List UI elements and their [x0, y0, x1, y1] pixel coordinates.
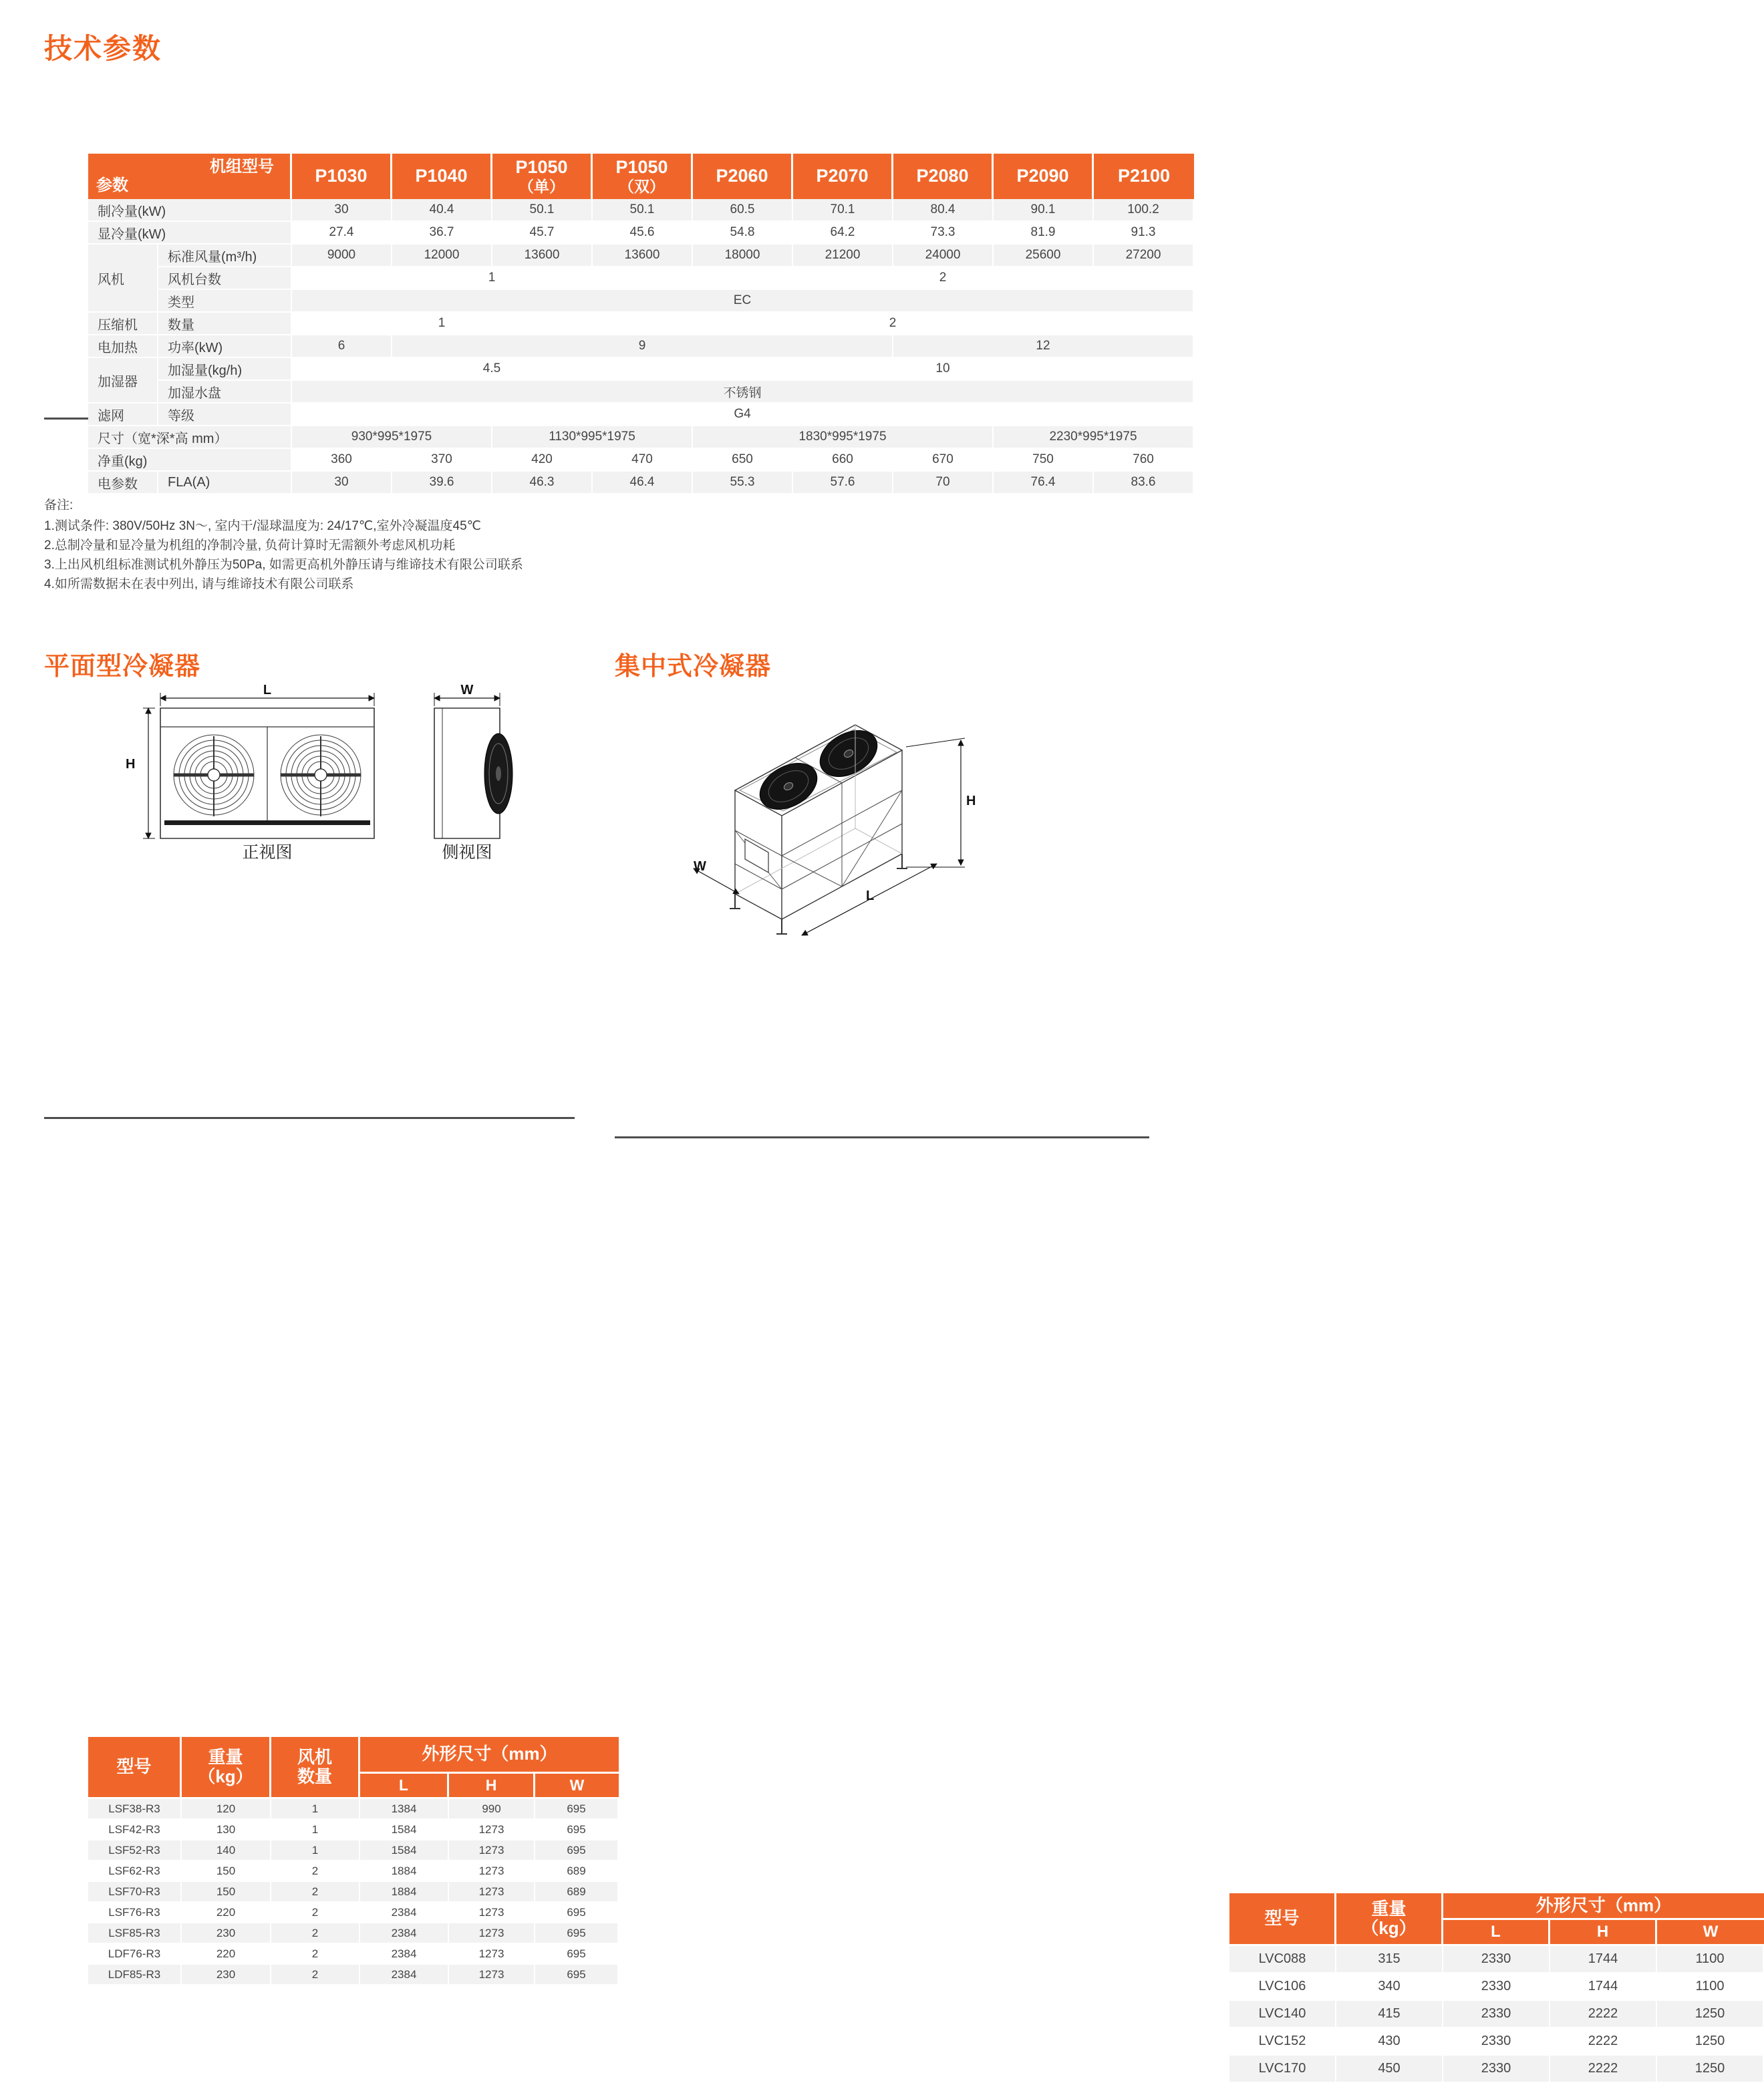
value-cell: EC — [292, 290, 1194, 313]
flat-condenser-drawing — [120, 688, 548, 848]
model-header: P1030 — [292, 154, 392, 199]
W-cell: 1250 — [1657, 2056, 1764, 2083]
value-cell: 27.4 — [292, 222, 392, 245]
param-label: 净重(kg) — [88, 449, 292, 472]
central-dim-W-label: W — [694, 859, 706, 874]
group-label: 压缩机 — [88, 313, 158, 335]
central-condenser-table — [1229, 1893, 1764, 2083]
corner-header-cell — [88, 154, 292, 199]
value-cell: 70.1 — [793, 199, 893, 222]
param-label: 尺寸（宽*深*高 mm） — [88, 426, 292, 449]
W-cell: 1100 — [1657, 1973, 1764, 2001]
group-label: 电参数 — [88, 472, 158, 494]
corner-param-label: 参数 — [96, 176, 128, 195]
model-header: P1050 （单） — [492, 154, 593, 199]
H-cell: 2222 — [1550, 2001, 1657, 2028]
fans-cell: 1 — [271, 1820, 360, 1840]
value-cell: 73.3 — [893, 222, 994, 245]
weight-cell: 150 — [182, 1861, 271, 1882]
model-header: P2080 — [893, 154, 994, 199]
side-view-label: 侧视图 — [442, 843, 492, 862]
value-cell: 21200 — [793, 245, 893, 267]
table-row — [1229, 1973, 1764, 2001]
model-cell: LVC106 — [1229, 1973, 1336, 2001]
H-cell: 1273 — [449, 1923, 535, 1944]
param-label: 加湿量(kg/h) — [158, 358, 292, 381]
H-cell: 1273 — [449, 1840, 535, 1861]
spec-row — [88, 404, 1194, 426]
weight-cell: 450 — [1336, 2056, 1443, 2083]
value-cell: 370 — [392, 449, 492, 472]
W-cell: 695 — [535, 1903, 619, 1923]
table-row — [88, 1923, 619, 1944]
value-cell: 55.3 — [693, 472, 793, 494]
table-row — [1229, 1946, 1764, 1973]
value-cell: 90.1 — [994, 199, 1094, 222]
value-cell: 60.5 — [693, 199, 793, 222]
table-row — [88, 1861, 619, 1882]
value-cell: 2230*995*1975 — [994, 426, 1194, 449]
weight-cell: 150 — [182, 1882, 271, 1903]
param-label: 数量 — [158, 313, 292, 335]
fans-cell: 2 — [271, 1923, 360, 1944]
value-cell: 650 — [693, 449, 793, 472]
L-cell: 1584 — [360, 1840, 449, 1861]
value-cell: 1 — [292, 313, 593, 335]
W-cell: 695 — [535, 1923, 619, 1944]
model-header: P1040 — [392, 154, 492, 199]
model-header: P2070 — [793, 154, 893, 199]
fans-cell: 2 — [271, 1861, 360, 1882]
model-cell: LSF62-R3 — [88, 1861, 182, 1882]
fans-cell: 2 — [271, 1882, 360, 1903]
value-cell: 10 — [693, 358, 1194, 381]
note-line: 1.测试条件: 380V/50Hz 3N～, 室内干/湿球温度为: 24/17℃,室外冷凝温度45℃ — [44, 519, 482, 533]
value-cell: 30 — [292, 199, 392, 222]
table-row — [88, 1840, 619, 1861]
flat-condenser-table — [88, 1737, 619, 1985]
model-cell: LDF85-R3 — [88, 1965, 182, 1985]
notes-block — [44, 496, 523, 594]
H-cell: 1273 — [449, 1944, 535, 1965]
value-cell: 6 — [292, 335, 392, 358]
model-header: P2060 — [693, 154, 793, 199]
table-row — [88, 1820, 619, 1840]
weight-cell: 120 — [182, 1799, 271, 1820]
H-cell: 1744 — [1550, 1973, 1657, 2001]
weight-cell: 220 — [182, 1903, 271, 1923]
value-cell: 100.2 — [1094, 199, 1194, 222]
front-view-label: 正视图 — [242, 843, 293, 862]
col-W-header: W — [1657, 1920, 1764, 1946]
col-model-header: 型号 — [1229, 1893, 1336, 1946]
notes-heading: 备注: — [44, 498, 74, 512]
weight-cell: 140 — [182, 1840, 271, 1861]
L-cell: 2330 — [1443, 2028, 1550, 2056]
value-cell: 4.5 — [292, 358, 693, 381]
value-cell: 2 — [593, 313, 1194, 335]
L-cell: 2330 — [1443, 2001, 1550, 2028]
L-cell: 1884 — [360, 1882, 449, 1903]
spec-row — [88, 267, 1194, 290]
model-cell: LSF70-R3 — [88, 1882, 182, 1903]
model-cell: LSF76-R3 — [88, 1903, 182, 1923]
value-cell: 13600 — [593, 245, 693, 267]
H-cell: 1273 — [449, 1965, 535, 1985]
param-label: 类型 — [158, 290, 292, 313]
L-cell: 2384 — [360, 1944, 449, 1965]
col-weight-header: 重量 （kg） — [1336, 1893, 1443, 1946]
flat-condenser-table-wrap — [44, 868, 586, 1981]
table-row — [88, 1965, 619, 1985]
H-cell: 1744 — [1550, 1946, 1657, 1973]
W-cell: 1250 — [1657, 2001, 1764, 2028]
model-header: P2090 — [994, 154, 1094, 199]
model-cell: LSF38-R3 — [88, 1799, 182, 1820]
value-cell: 750 — [994, 449, 1094, 472]
param-label: 显冷量(kW) — [88, 222, 292, 245]
weight-cell: 230 — [182, 1965, 271, 1985]
value-cell: 39.6 — [392, 472, 492, 494]
page-title: 技术参数 — [44, 33, 162, 64]
W-cell: 689 — [535, 1882, 619, 1903]
col-fans-header: 风机 数量 — [271, 1737, 360, 1799]
value-cell: 46.4 — [593, 472, 693, 494]
value-cell: 1830*995*1975 — [693, 426, 994, 449]
H-cell: 2222 — [1550, 2028, 1657, 2056]
col-W-header: W — [535, 1774, 619, 1799]
value-cell: 80.4 — [893, 199, 994, 222]
L-cell: 2384 — [360, 1965, 449, 1985]
fans-cell: 1 — [271, 1799, 360, 1820]
group-label: 风机 — [88, 245, 158, 313]
value-cell: 13600 — [492, 245, 593, 267]
value-cell: 40.4 — [392, 199, 492, 222]
flat-dim-L-label: L — [263, 683, 272, 697]
fans-cell: 2 — [271, 1944, 360, 1965]
value-cell: 36.7 — [392, 222, 492, 245]
value-cell: 57.6 — [793, 472, 893, 494]
W-cell: 1250 — [1657, 2028, 1764, 2056]
table-row — [88, 1903, 619, 1923]
value-cell: 470 — [593, 449, 693, 472]
weight-cell: 430 — [1336, 2028, 1443, 2056]
value-cell: 70 — [893, 472, 994, 494]
spec-row — [88, 358, 1194, 381]
group-label: 滤网 — [88, 404, 158, 426]
param-label: 标准风量(m³/h) — [158, 245, 292, 267]
model-cell: LVC170 — [1229, 2056, 1336, 2083]
header-row — [1229, 1893, 1764, 1920]
L-cell: 1884 — [360, 1861, 449, 1882]
param-label: 加湿水盘 — [158, 381, 292, 404]
central-condenser-table-wrap — [615, 947, 1725, 2076]
value-cell: 9000 — [292, 245, 392, 267]
param-label: 风机台数 — [158, 267, 292, 290]
central-dim-L-label: L — [866, 889, 875, 903]
value-cell: 12000 — [392, 245, 492, 267]
value-cell: 360 — [292, 449, 392, 472]
param-label: FLA(A) — [158, 472, 292, 494]
W-cell: 695 — [535, 1840, 619, 1861]
H-cell: 990 — [449, 1799, 535, 1820]
model-cell: LVC088 — [1229, 1946, 1336, 1973]
main-spec-table — [88, 154, 1194, 494]
value-cell: 12 — [893, 335, 1194, 358]
table-row — [88, 1799, 619, 1820]
model-cell: LSF52-R3 — [88, 1840, 182, 1861]
value-cell: 45.7 — [492, 222, 593, 245]
weight-cell: 230 — [182, 1923, 271, 1944]
L-cell: 1584 — [360, 1820, 449, 1840]
model-cell: LDF76-R3 — [88, 1944, 182, 1965]
W-cell: 695 — [535, 1944, 619, 1965]
value-cell: 420 — [492, 449, 593, 472]
model-header: P1050 （双） — [593, 154, 693, 199]
fans-cell: 1 — [271, 1840, 360, 1861]
value-cell: 1 — [292, 267, 693, 290]
fans-cell: 2 — [271, 1965, 360, 1985]
value-cell: 91.3 — [1094, 222, 1194, 245]
param-label: 等级 — [158, 404, 292, 426]
value-cell: 660 — [793, 449, 893, 472]
table-row — [1229, 2028, 1764, 2056]
value-cell: 24000 — [893, 245, 994, 267]
value-cell: 18000 — [693, 245, 793, 267]
value-cell: 45.6 — [593, 222, 693, 245]
value-cell: 81.9 — [994, 222, 1094, 245]
note-line: 2.总制冷量和显冷量为机组的净制冷量, 负荷计算时无需额外考虑风机功耗 — [44, 538, 456, 552]
value-cell: 670 — [893, 449, 994, 472]
spec-row — [88, 449, 1194, 472]
weight-cell: 130 — [182, 1820, 271, 1840]
model-cell: LSF42-R3 — [88, 1820, 182, 1840]
spec-row — [88, 199, 1194, 222]
H-cell: 1273 — [449, 1903, 535, 1923]
H-cell: 1273 — [449, 1861, 535, 1882]
W-cell: 1100 — [1657, 1946, 1764, 1973]
value-cell: 2 — [693, 267, 1194, 290]
col-L-header: L — [360, 1774, 449, 1799]
W-cell: 689 — [535, 1861, 619, 1882]
value-cell: 9 — [392, 335, 893, 358]
col-H-header: H — [1550, 1920, 1657, 1946]
value-cell: 不锈钢 — [292, 381, 1194, 404]
col-dims-header: 外形尺寸（mm） — [360, 1737, 619, 1774]
value-cell: 27200 — [1094, 245, 1194, 267]
fans-cell: 2 — [271, 1903, 360, 1923]
group-label: 电加热 — [88, 335, 158, 358]
col-model-header: 型号 — [88, 1737, 182, 1799]
H-cell: 1273 — [449, 1820, 535, 1840]
flat-dim-H-label: H — [126, 757, 136, 772]
group-label: 加湿器 — [88, 358, 158, 404]
model-cell: LVC152 — [1229, 2028, 1336, 2056]
spec-row — [88, 381, 1194, 404]
header-row — [88, 154, 1194, 199]
value-cell: G4 — [292, 404, 1194, 426]
weight-cell: 220 — [182, 1944, 271, 1965]
H-cell: 1273 — [449, 1882, 535, 1903]
param-label: 制冷量(kW) — [88, 199, 292, 222]
flat-condenser-title: 平面型冷凝器 — [44, 653, 201, 681]
value-cell: 64.2 — [793, 222, 893, 245]
table-row — [88, 1944, 619, 1965]
W-cell: 695 — [535, 1965, 619, 1985]
col-H-header: H — [449, 1774, 535, 1799]
weight-cell: 315 — [1336, 1946, 1443, 1973]
value-cell: 50.1 — [492, 199, 593, 222]
value-cell: 50.1 — [593, 199, 693, 222]
model-cell: LVC140 — [1229, 2001, 1336, 2028]
value-cell: 1130*995*1975 — [492, 426, 693, 449]
model-cell: LSF85-R3 — [88, 1923, 182, 1944]
note-line: 3.上出风机组标准测试机外静压为50Pa, 如需更高机外静压请与维谛技术有限公司联系 — [44, 558, 523, 572]
table-row — [88, 1882, 619, 1903]
value-cell: 46.3 — [492, 472, 593, 494]
weight-cell: 415 — [1336, 2001, 1443, 2028]
main-spec-table-wrap — [44, 77, 1171, 492]
col-weight-header: 重量 （kg） — [182, 1737, 271, 1799]
spec-row — [88, 313, 1194, 335]
spec-row — [88, 472, 1194, 494]
header-row — [88, 1737, 619, 1774]
value-cell: 30 — [292, 472, 392, 494]
L-cell: 1384 — [360, 1799, 449, 1820]
table-row — [1229, 2056, 1764, 2083]
H-cell: 2222 — [1550, 2056, 1657, 2083]
weight-cell: 340 — [1336, 1973, 1443, 2001]
note-line: 4.如所需数据未在表中列出, 请与维谛技术有限公司联系 — [44, 577, 354, 591]
param-label: 功率(kW) — [158, 335, 292, 358]
col-L-header: L — [1443, 1920, 1550, 1946]
value-cell: 83.6 — [1094, 472, 1194, 494]
col-dims-header: 外形尺寸（mm） — [1443, 1893, 1764, 1920]
spec-row — [88, 426, 1194, 449]
value-cell: 25600 — [994, 245, 1094, 267]
flat-dim-W-label: W — [460, 683, 474, 697]
spec-row — [88, 245, 1194, 267]
L-cell: 2330 — [1443, 2056, 1550, 2083]
spec-row — [88, 335, 1194, 358]
spec-row — [88, 222, 1194, 245]
central-dim-H-label: H — [966, 794, 976, 808]
L-cell: 2384 — [360, 1923, 449, 1944]
central-condenser-title: 集中式冷凝器 — [615, 653, 772, 681]
W-cell: 695 — [535, 1799, 619, 1820]
value-cell: 930*995*1975 — [292, 426, 492, 449]
value-cell: 760 — [1094, 449, 1194, 472]
W-cell: 695 — [535, 1820, 619, 1840]
L-cell: 2330 — [1443, 1946, 1550, 1973]
corner-model-label: 机组型号 — [210, 158, 274, 176]
L-cell: 2384 — [360, 1903, 449, 1923]
model-header: P2100 — [1094, 154, 1194, 199]
value-cell: 76.4 — [994, 472, 1094, 494]
spec-row — [88, 290, 1194, 313]
table-row — [1229, 2001, 1764, 2028]
value-cell: 54.8 — [693, 222, 793, 245]
L-cell: 2330 — [1443, 1973, 1550, 2001]
